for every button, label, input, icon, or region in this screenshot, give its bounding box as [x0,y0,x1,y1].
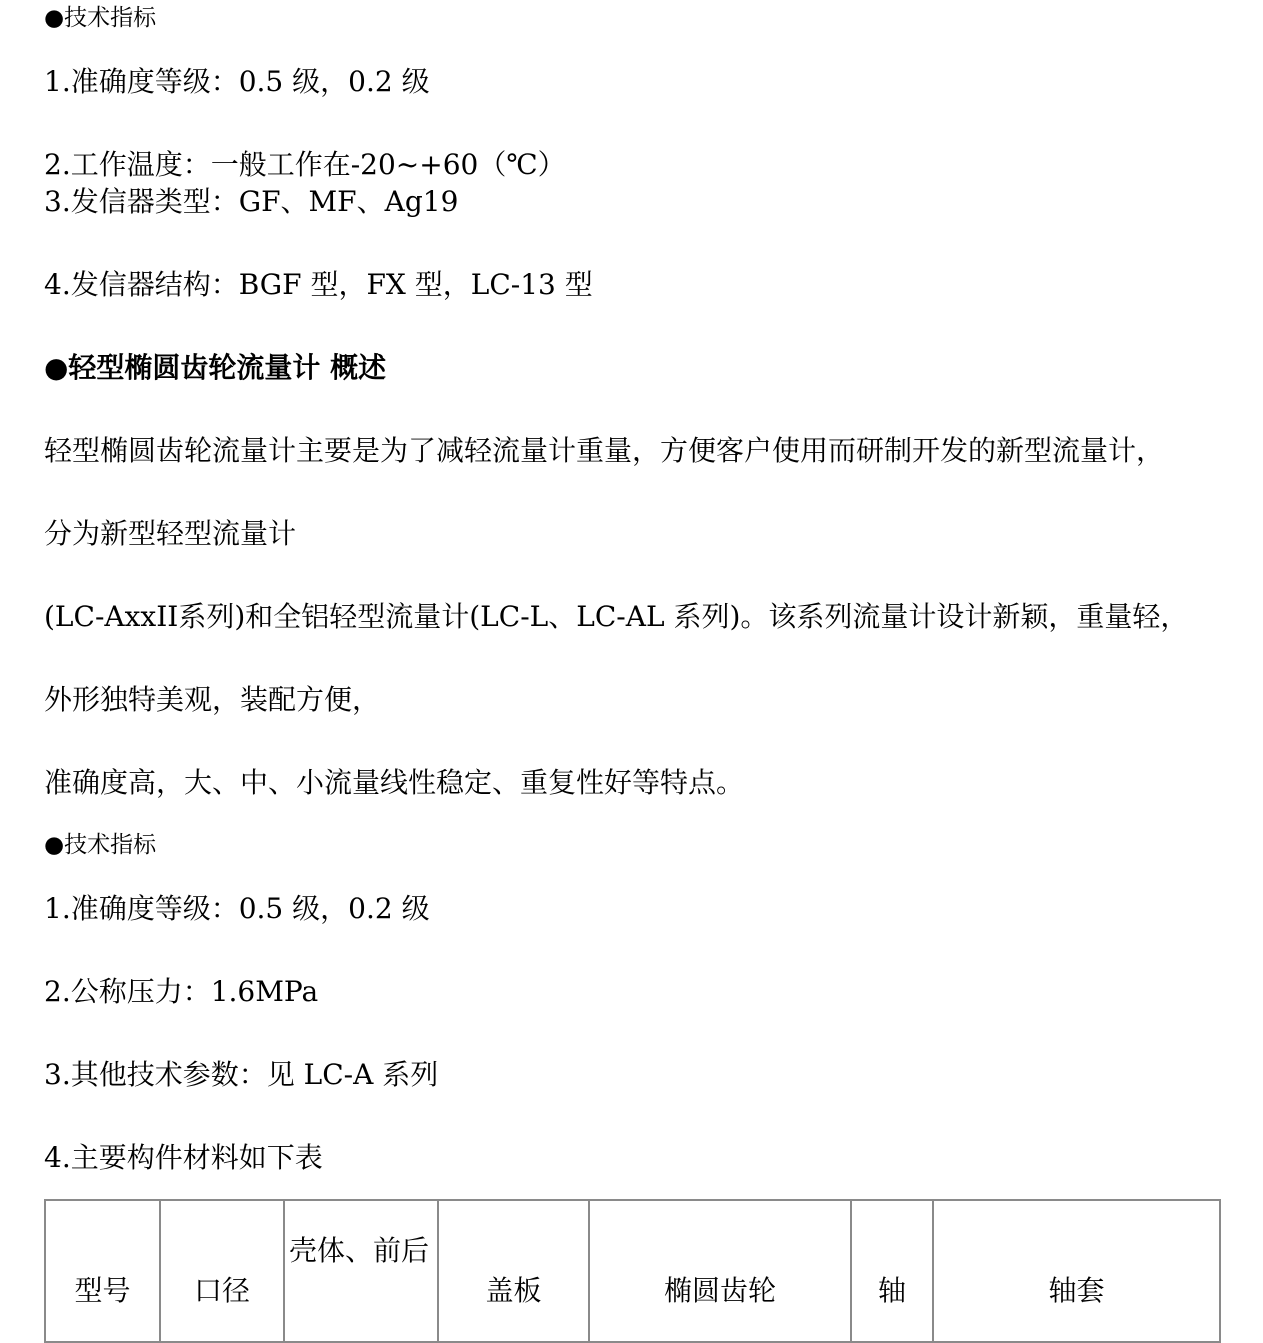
spec-item-temperature: 2.工作温度：一般工作在-20~+60（℃） [44,148,566,181]
spec-item-other-params: 3.其他技术参数：见 LC-A 系列 [44,1058,439,1091]
table-header-housing [284,1200,438,1342]
overview-paragraph-line: 轻型椭圆齿轮流量计主要是为了减轻流量计重量，方便客户使用而研制开发的新型流量计， [44,434,1165,467]
tech-spec-heading: ●技术指标 [44,832,157,858]
table-header-label: 壳体、前后 [289,1234,430,1267]
overview-paragraph-line: (LC-AxxII系列)和全铝轻型流量计(LC-L、LC-AL 系列)。该系列流量计设计新颖，重量轻， [44,600,1189,633]
tech-spec-heading: ●技术指标 [44,5,157,31]
spec-item-materials: 4.主要构件材料如下表 [44,1141,323,1174]
overview-paragraph-line: 外形独特美观，装配方便， [44,683,381,716]
overview-heading: ●轻型椭圆齿轮流量计 概述 [44,351,387,384]
table-header-bushing [933,1200,1220,1342]
table-header-label: 盖板 [485,1274,542,1307]
table-header-label: 型号 [74,1274,131,1307]
spec-item-accuracy: 1.准确度等级：0.5 级，0.2 级 [44,65,430,98]
materials-table [44,1199,1221,1343]
spec-item-accuracy: 1.准确度等级：0.5 级，0.2 级 [44,892,430,925]
table-header-oval-gear [589,1200,851,1342]
table-header-label: 椭圆齿轮 [663,1274,776,1307]
overview-paragraph-line: 准确度高，大、中、小流量线性稳定、重复性好等特点。 [44,766,745,799]
table-header-model [45,1200,160,1342]
overview-paragraph-line: 分为新型轻型流量计 [44,517,297,550]
spec-item-sender-structure: 4.发信器结构：BGF 型，FX 型，LC-13 型 [44,268,593,301]
table-header-label: 轴套 [1048,1274,1105,1307]
spec-item-pressure: 2.公称压力：1.6MPa [44,975,319,1008]
table-header-row [45,1200,1220,1342]
table-header-shaft [851,1200,933,1342]
table-header-cover [438,1200,589,1342]
table-header-caliber [160,1200,284,1342]
spec-item-sender-type: 3.发信器类型：GF、MF、Ag19 [44,185,459,218]
table-header-label: 口径 [193,1274,250,1307]
table-header-label: 轴 [877,1274,906,1307]
